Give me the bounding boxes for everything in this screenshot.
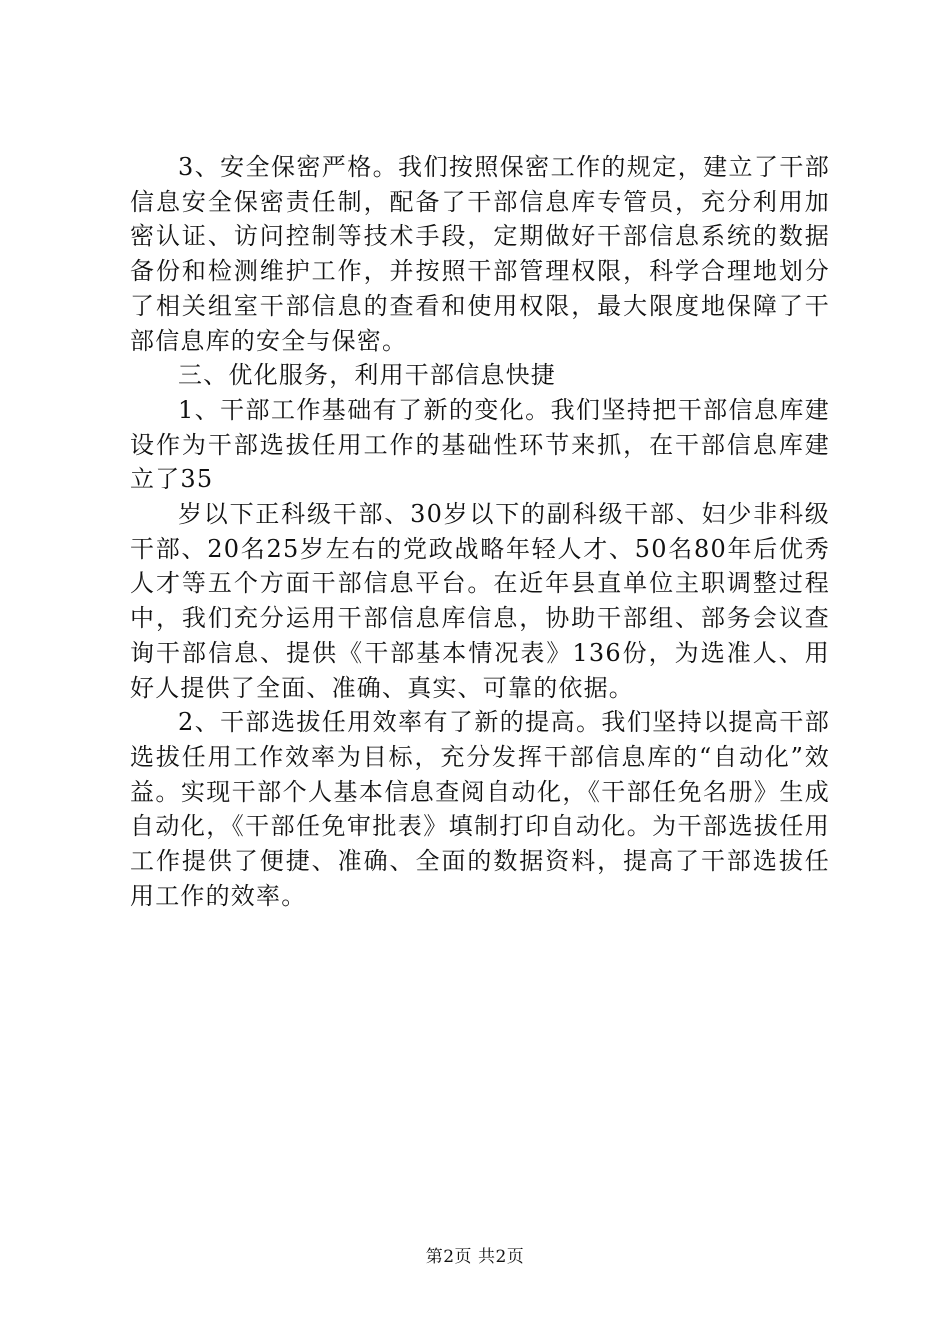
paragraph-work-foundation: 1、干部工作基础有了新的变化。我们坚持把干部信息库建设作为干部选拔任用工作的基础性环节来抓，在干部信息库建立了35 <box>130 395 830 494</box>
paragraph-info-platform: 岁以下正科级干部、30岁以下的副科级干部、妇少非科级干部、20名25岁左右的党政战略年轻人才、50名80年后优秀人才等五个方面干部信息平台。在近年县直单位主职调整过程中，我们充分运用干部信息库信息，协助干部组、部务会议查询干部信息、提供《干部基本情况表》136份，为选准人、用好人提供了全面、准确、真实、可靠的依据。 <box>130 500 830 702</box>
paragraph-security: 3、安全保密严格。我们按照保密工作的规定，建立了干部信息安全保密责任制，配备了干部信息库专管员，充分利用加密认证、访问控制等技术手段，定期做好干部信息系统的数据备份和检测维护工作，并按照干部管理权限，科学合理地划分了相关组室干部信息的查看和使用权限，最大限度地保障了干部信息库的安全与保密。 <box>130 153 830 355</box>
section-heading-optimize-service: 三、优化服务，利用干部信息快捷 <box>178 361 556 390</box>
paragraph-efficiency: 2、干部选拔任用效率有了新的提高。我们坚持以提高干部选拔任用工作效率为目标，充分发挥干部信息库的“自动化”效益。实现干部个人基本信息查阅自动化，《干部任免名册》生成自动化，《干部任免审批表》填制打印自动化。为干部选拔任用工作提供了便捷、准确、全面的数据资料，提高了干部选拔任用工作的效率。 <box>130 708 830 910</box>
document-body <box>130 150 830 913</box>
page-number-footer: 第2页 共2页 <box>425 1247 525 1267</box>
